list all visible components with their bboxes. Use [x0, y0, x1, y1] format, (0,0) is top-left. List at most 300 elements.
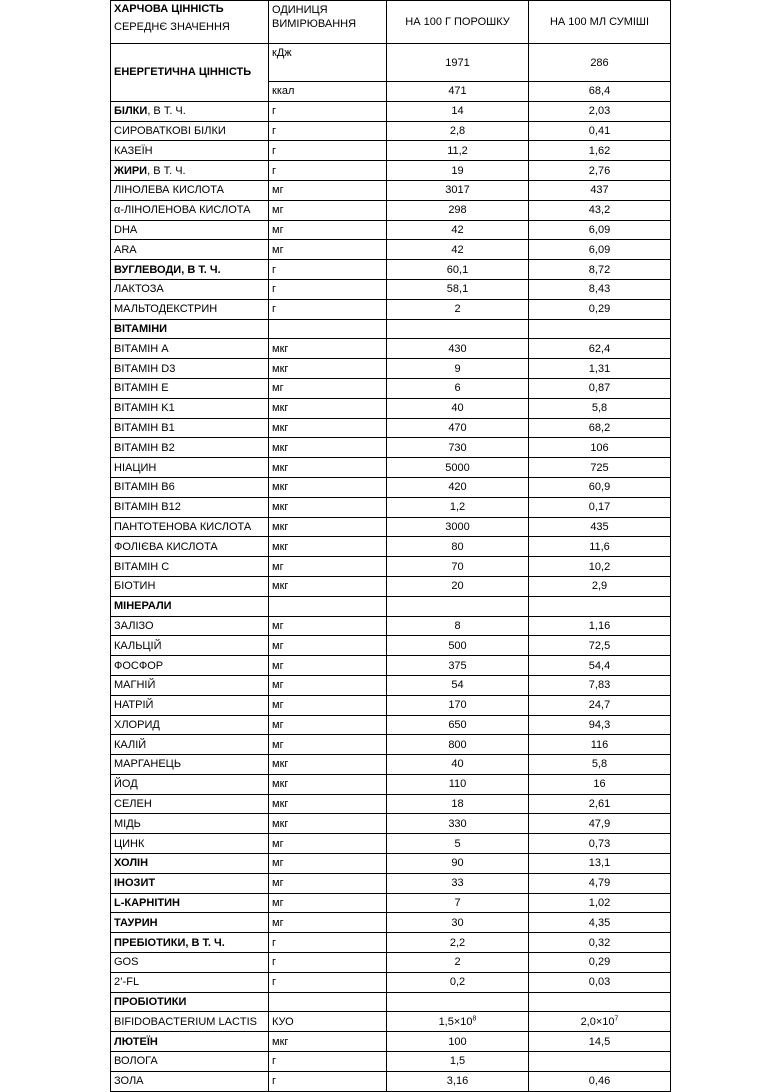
- unit-cell-value: г: [272, 144, 277, 157]
- per-100ml-mix-cell-value: 1,16: [588, 619, 611, 632]
- per-100g-powder-cell: [387, 794, 529, 814]
- nutrient-name-text: ПРОБІОТИКИ: [114, 996, 187, 1009]
- unit-cell: [269, 893, 387, 913]
- nutrient-name: [111, 814, 269, 834]
- per-100g-powder-cell: [387, 953, 529, 973]
- per-100ml-mix-cell: [529, 339, 671, 359]
- unit-cell-value: мг: [272, 738, 284, 751]
- per-100g-powder-cell: [387, 1052, 529, 1072]
- nutrient-row: [111, 656, 671, 676]
- nutrient-name-text: НАТРІЙ: [114, 699, 154, 712]
- per-100g-powder-cell: [387, 616, 529, 636]
- unit-cell: [269, 616, 387, 636]
- unit-cell: [269, 418, 387, 438]
- per-100g-powder-cell-value: 30: [451, 916, 464, 929]
- nutrient-name: [111, 141, 269, 161]
- per-100g-powder-cell-value: 18: [451, 798, 464, 811]
- per-100ml-mix-cell-value: 0,41: [588, 124, 611, 137]
- unit-cell: [269, 458, 387, 478]
- nutrient-name-text: МАРГАНЕЦЬ: [114, 758, 182, 771]
- nutrient-row: [111, 141, 671, 161]
- per-100ml-mix-cell: [529, 497, 671, 517]
- per-100ml-mix-cell-value: 5,8: [591, 758, 608, 771]
- per-100ml-mix-cell: [529, 755, 671, 775]
- unit-cell-value: г: [272, 124, 277, 137]
- nutrient-name-text: BIFIDOBACTERIUM LACTIS: [114, 1015, 258, 1028]
- per-100g-powder-cell: [387, 992, 529, 1012]
- per-100ml-mix-cell-value: 0,29: [588, 956, 611, 969]
- unit-cell-value: мкг: [272, 580, 289, 593]
- nutrient-name: [111, 517, 269, 537]
- per-100ml-mix-cell-value: 10,2: [588, 560, 611, 573]
- per-100g-powder-cell: [387, 398, 529, 418]
- per-100ml-mix-cell-value: 2,03: [588, 105, 611, 118]
- unit-cell-value: мг: [272, 699, 284, 712]
- nutrient-name-text: БІОТИН: [114, 580, 156, 593]
- per-100ml-mix-cell: [529, 913, 671, 933]
- per-100g-powder-cell: [387, 378, 529, 398]
- nutrient-row: [111, 636, 671, 656]
- per-100g-powder-cell: [387, 636, 529, 656]
- per-100ml-mix-cell: [529, 359, 671, 379]
- unit-cell: [269, 873, 387, 893]
- nutrient-row: [111, 180, 671, 200]
- unit-cell: [269, 121, 387, 141]
- per-100g-powder-cell: [387, 438, 529, 458]
- per-100g-powder-cell-value: 3,16: [446, 1075, 469, 1088]
- per-100g-powder-cell: [387, 359, 529, 379]
- per-100ml-mix-cell: [529, 121, 671, 141]
- unit-cell: [269, 596, 387, 616]
- energy-row-kj: [111, 44, 671, 82]
- per-100g-powder-cell-value: 3017: [445, 184, 470, 197]
- per-100g-powder-cell-value: 19: [451, 164, 464, 177]
- table-subtitle: СЕРЕДНЄ ЗНАЧЕННЯ: [114, 21, 230, 33]
- nutrient-name: [111, 576, 269, 596]
- per-100ml-mix-cell: [529, 893, 671, 913]
- unit-cell: [269, 398, 387, 418]
- header-row: [111, 1, 671, 44]
- per-100ml-mix-cell: [529, 596, 671, 616]
- per-100g-powder-cell-value: 9: [454, 362, 461, 375]
- unit-cell: [269, 992, 387, 1012]
- per-100ml-mix-cell: [529, 576, 671, 596]
- per-100ml-mix-cell-value: 16: [593, 778, 606, 791]
- per-100ml-mix-cell: [529, 517, 671, 537]
- nutrient-row: [111, 557, 671, 577]
- nutrient-name-text: ЙОД: [114, 778, 138, 791]
- per-100ml-mix-cell-value: 47,9: [588, 817, 611, 830]
- unit-cell: [269, 240, 387, 260]
- unit-cell: [269, 755, 387, 775]
- per-100ml-mix-cell: [529, 675, 671, 695]
- nutrient-name-text: ЗОЛА: [114, 1075, 144, 1088]
- unit-cell-value: г: [272, 1055, 277, 1068]
- nutrient-name-text: ІНОЗИТ: [114, 877, 156, 890]
- energy-kcal-powder: 471: [387, 82, 529, 102]
- per-100g-powder-cell: [387, 854, 529, 874]
- nutrient-name: [111, 695, 269, 715]
- nutrient-row: [111, 576, 671, 596]
- per-100g-powder-cell-value: 500: [448, 639, 467, 652]
- per-100g-powder-cell-value: 8: [454, 619, 461, 632]
- nutrient-name-suffix: , В Т. Ч.: [147, 164, 186, 177]
- unit-cell: [269, 1012, 387, 1032]
- per-100ml-mix-cell: [529, 557, 671, 577]
- nutrient-row: [111, 735, 671, 755]
- per-100ml-mix-cell-value: 94,3: [588, 718, 611, 731]
- per-100g-powder-cell-value: 730: [448, 441, 467, 454]
- nutrient-name: [111, 299, 269, 319]
- nutrient-name-text: СИРОВАТКОВІ БІЛКИ: [114, 124, 226, 137]
- nutrient-row: [111, 854, 671, 874]
- nutrient-name: [111, 873, 269, 893]
- unit-cell: [269, 675, 387, 695]
- nutrient-row: [111, 913, 671, 933]
- unit-cell: [269, 715, 387, 735]
- nutrient-row: [111, 299, 671, 319]
- unit-cell-value: мг: [272, 560, 284, 573]
- per-100g-powder-cell: [387, 161, 529, 181]
- nutrient-name-text: ФОСФОР: [114, 659, 164, 672]
- per-100ml-mix-cell-value: 0,17: [588, 501, 611, 514]
- per-100ml-mix-cell-value: 5,8: [591, 402, 608, 415]
- unit-cell: [269, 735, 387, 755]
- nutrient-name-text: ЖИРИ: [114, 164, 148, 177]
- nutrient-row: [111, 675, 671, 695]
- per-100g-powder-cell-value: 5000: [445, 461, 470, 474]
- per-100ml-mix-cell-value: 725: [590, 461, 609, 474]
- unit-cell-value: мкг: [272, 798, 289, 811]
- unit-cell: [269, 913, 387, 933]
- unit-cell: [269, 497, 387, 517]
- unit-cell-value: мг: [272, 659, 284, 672]
- nutrient-row: [111, 438, 671, 458]
- per-100g-powder-cell: [387, 814, 529, 834]
- per-100g-powder-cell: [387, 477, 529, 497]
- per-100g-powder-cell-value: 298: [448, 204, 467, 217]
- nutrition-table-sheet: [110, 0, 670, 1092]
- nutrient-name: [111, 953, 269, 973]
- nutrient-name-text: 2’-FL: [114, 976, 140, 989]
- nutrient-name-text: ВІТАМІН А: [114, 342, 169, 355]
- per-100ml-mix-cell-value: 1,02: [588, 897, 611, 910]
- nutrient-row: [111, 279, 671, 299]
- per-100ml-mix-cell-value: 2,76: [588, 164, 611, 177]
- nutrient-name: [111, 636, 269, 656]
- nutrient-name: [111, 260, 269, 280]
- per-100ml-mix-cell: [529, 418, 671, 438]
- per-100ml-mix-cell: [529, 220, 671, 240]
- per-100ml-mix-cell-value: 116: [590, 738, 609, 751]
- per-100g-powder-cell-value: 6: [454, 382, 461, 395]
- per-100g-powder-cell-value: 40: [451, 758, 464, 771]
- per-100ml-mix-cell: [529, 279, 671, 299]
- per-100ml-mix-cell: [529, 794, 671, 814]
- unit-cell-value: мкг: [272, 817, 289, 830]
- nutrient-name: [111, 378, 269, 398]
- unit-cell-value: мкг: [272, 481, 289, 494]
- per-100ml-mix-cell-value: 1,62: [588, 144, 611, 157]
- per-100ml-mix-cell-value: 4,35: [588, 916, 611, 929]
- nutrient-name: [111, 101, 269, 121]
- per-100g-powder-cell: [387, 260, 529, 280]
- nutrient-name: [111, 438, 269, 458]
- per-100g-powder-cell-value: 470: [448, 421, 467, 434]
- unit-cell-value: г: [272, 936, 277, 949]
- per-100ml-mix-cell-value: 68,2: [588, 421, 611, 434]
- nutrient-name-text: ЗАЛІЗО: [114, 619, 154, 632]
- per-100ml-mix-cell: [529, 933, 671, 953]
- per-100g-powder-cell-value: 80: [451, 540, 464, 553]
- per-100g-powder-cell-value: 2: [454, 956, 461, 969]
- per-100ml-mix-cell: [529, 378, 671, 398]
- nutrient-row: [111, 814, 671, 834]
- nutrient-name: [111, 992, 269, 1012]
- nutrient-name: [111, 1052, 269, 1072]
- per-100ml-mix-cell: [529, 616, 671, 636]
- per-100g-powder-cell-value: 42: [451, 223, 464, 236]
- unit-cell-value: г: [272, 105, 277, 118]
- unit-cell: [269, 279, 387, 299]
- per-100ml-mix-cell: [529, 260, 671, 280]
- per-100ml-mix-cell: [529, 537, 671, 557]
- nutrient-row: [111, 794, 671, 814]
- section-row: [111, 596, 671, 616]
- unit-cell: [269, 477, 387, 497]
- nutrient-name: [111, 161, 269, 181]
- per-100ml-mix-cell: [529, 774, 671, 794]
- nutrient-name-text: ЦИНК: [114, 837, 145, 850]
- per-100ml-mix-cell-value: 2,0×10: [580, 1015, 615, 1028]
- unit-cell: [269, 695, 387, 715]
- nutrient-name-text: α-ЛІНОЛЕНОВА КИСЛОТА: [114, 204, 251, 217]
- per-100ml-mix-cell-value: 437: [590, 184, 609, 197]
- nutrient-name: [111, 319, 269, 339]
- nutrient-name-text: ЛЮТЕЇН: [114, 1035, 158, 1048]
- nutrient-name-text: ЛІНОЛЕВА КИСЛОТА: [114, 184, 224, 197]
- per-100g-powder-cell: [387, 418, 529, 438]
- nutrient-name: [111, 121, 269, 141]
- per-100ml-mix-cell: [529, 161, 671, 181]
- nutrient-name: [111, 913, 269, 933]
- nutrient-row: [111, 161, 671, 181]
- per-100ml-mix-cell-value: 0,73: [588, 837, 611, 850]
- per-100g-powder-cell: [387, 675, 529, 695]
- unit-cell: [269, 319, 387, 339]
- per-100ml-mix-cell: [529, 656, 671, 676]
- per-100g-powder-cell: [387, 220, 529, 240]
- energy-kj-unit: кДж: [269, 44, 387, 82]
- per-100ml-mix-cell: [529, 992, 671, 1012]
- per-100ml-mix-cell-value: 72,5: [588, 639, 611, 652]
- per-100ml-mix-cell: [529, 854, 671, 874]
- per-100ml-mix-cell-value: 0,29: [588, 303, 611, 316]
- nutrient-name-text: L-КАРНІТИН: [114, 897, 180, 910]
- per-100g-powder-cell: [387, 1032, 529, 1052]
- nutrient-name: [111, 596, 269, 616]
- nutrition-table: [110, 0, 671, 1092]
- unit-cell-value: г: [272, 283, 277, 296]
- header-title-cell: [111, 1, 269, 44]
- nutrient-name-text: ВОЛОГА: [114, 1055, 158, 1068]
- per-100g-powder-cell-value: 2: [454, 303, 461, 316]
- per-100g-powder-cell-value: 7: [454, 897, 461, 910]
- nutrient-name: [111, 458, 269, 478]
- unit-cell-value: мкг: [272, 778, 289, 791]
- per-100g-powder-cell: [387, 279, 529, 299]
- unit-cell: [269, 299, 387, 319]
- per-100g-powder-cell: [387, 121, 529, 141]
- per-100ml-mix-cell-value: 0,32: [588, 936, 611, 949]
- per-100g-powder-cell: [387, 180, 529, 200]
- nutrient-name-text: ФОЛІЄВА КИСЛОТА: [114, 540, 218, 553]
- per-100g-powder-cell: [387, 497, 529, 517]
- per-100g-powder-cell: [387, 517, 529, 537]
- nutrient-row: [111, 893, 671, 913]
- per-100g-powder-cell: [387, 1071, 529, 1091]
- nutrient-row: [111, 477, 671, 497]
- nutrient-row: [111, 517, 671, 537]
- per-100g-powder-cell-value: 2,2: [449, 936, 466, 949]
- nutrient-name-text: ВІТАМІН B2: [114, 441, 175, 454]
- header-powder-cell: НА 100 Г ПОРОШКУ: [387, 1, 529, 44]
- per-100ml-mix-cell-value: 11,6: [589, 540, 610, 553]
- per-100ml-mix-cell-value: 8,43: [588, 283, 611, 296]
- nutrient-name-text: ВУГЛЕВОДИ, В Т. Ч.: [114, 263, 221, 276]
- per-100g-powder-cell-value: 420: [448, 481, 467, 494]
- per-100g-powder-cell: [387, 319, 529, 339]
- unit-cell: [269, 359, 387, 379]
- nutrient-row: [111, 695, 671, 715]
- per-100g-powder-cell-value: 0,2: [449, 976, 466, 989]
- nutrient-name-text: ВІТАМІН В12: [114, 501, 181, 514]
- per-100g-powder-cell-exponent: 8: [472, 1015, 477, 1023]
- nutrient-name-text: ВІТАМІН Е: [114, 382, 169, 395]
- per-100ml-mix-cell: [529, 873, 671, 893]
- per-100g-powder-cell: [387, 933, 529, 953]
- per-100ml-mix-cell: [529, 458, 671, 478]
- nutrient-row: [111, 339, 671, 359]
- nutrient-name-text: ВІТАМІНИ: [114, 322, 168, 335]
- per-100g-powder-cell-value: 1,5×10: [438, 1015, 473, 1028]
- unit-cell: [269, 200, 387, 220]
- per-100g-powder-cell-value: 33: [451, 877, 464, 890]
- unit-cell: [269, 180, 387, 200]
- nutrient-name-text: МАЛЬТОДЕКСТРИН: [114, 303, 218, 316]
- per-100g-powder-cell: [387, 141, 529, 161]
- nutrient-row: [111, 1012, 671, 1032]
- per-100ml-mix-cell: [529, 477, 671, 497]
- unit-cell-value: КУО: [272, 1015, 294, 1028]
- unit-cell-value: г: [272, 976, 277, 989]
- nutrient-name-text: ВІТАМІН В6: [114, 481, 175, 494]
- nutrient-name-text: ВІТАМІН С: [114, 560, 170, 573]
- per-100ml-mix-cell: [529, 1032, 671, 1052]
- unit-cell: [269, 161, 387, 181]
- unit-cell-value: мкг: [272, 1035, 289, 1048]
- per-100ml-mix-cell-value: 6,09: [588, 223, 611, 236]
- nutrient-name: [111, 180, 269, 200]
- nutrient-name: [111, 675, 269, 695]
- unit-cell-value: мг: [272, 382, 284, 395]
- nutrient-row: [111, 1052, 671, 1072]
- per-100g-powder-cell-value: 375: [448, 659, 467, 672]
- unit-cell-value: г: [272, 1075, 277, 1088]
- nutrient-name-text: КАЗЕЇН: [114, 144, 153, 157]
- unit-cell-value: мг: [272, 223, 284, 236]
- nutrient-row: [111, 398, 671, 418]
- per-100ml-mix-cell: [529, 695, 671, 715]
- per-100g-powder-cell-value: 54: [451, 679, 464, 692]
- per-100g-powder-cell: [387, 1012, 529, 1032]
- nutrient-row: [111, 101, 671, 121]
- per-100ml-mix-cell-value: 8,72: [588, 263, 611, 276]
- nutrient-name-text: ХОЛІН: [114, 857, 149, 870]
- nutrient-name: [111, 854, 269, 874]
- per-100ml-mix-cell-value: 1,31: [588, 362, 611, 375]
- nutrient-name: [111, 656, 269, 676]
- per-100g-powder-cell: [387, 299, 529, 319]
- unit-cell: [269, 378, 387, 398]
- energy-kj-powder: 1971: [387, 44, 529, 82]
- per-100g-powder-cell-value: 11,2: [447, 144, 468, 157]
- nutrient-row: [111, 497, 671, 517]
- per-100ml-mix-cell-value: 62,4: [588, 342, 611, 355]
- nutrient-name: [111, 220, 269, 240]
- energy-label: ЕНЕРГЕТИЧНА ЦІННІСТЬ: [111, 44, 269, 102]
- per-100ml-mix-cell-value: 0,03: [588, 976, 611, 989]
- unit-cell-value: г: [272, 164, 277, 177]
- per-100g-powder-cell: [387, 200, 529, 220]
- unit-cell: [269, 1032, 387, 1052]
- unit-cell-value: мкг: [272, 441, 289, 454]
- per-100g-powder-cell-value: 90: [451, 857, 464, 870]
- per-100ml-mix-cell: [529, 735, 671, 755]
- per-100g-powder-cell: [387, 596, 529, 616]
- per-100g-powder-cell-value: 1,5: [449, 1055, 466, 1068]
- per-100ml-mix-cell: [529, 299, 671, 319]
- unit-cell-value: мг: [272, 718, 284, 731]
- nutrient-name: [111, 279, 269, 299]
- nutrient-name-text: ВІТАМІН B1: [114, 421, 175, 434]
- per-100g-powder-cell: [387, 774, 529, 794]
- nutrient-name: [111, 933, 269, 953]
- nutrient-name: [111, 794, 269, 814]
- unit-cell-value: мг: [272, 877, 284, 890]
- unit-cell: [269, 1052, 387, 1072]
- nutrient-name-text: GOS: [114, 956, 139, 969]
- unit-cell-value: мг: [272, 916, 284, 929]
- unit-cell-value: г: [272, 263, 277, 276]
- nutrient-name-text: ПРЕБІОТИКИ, В Т. Ч.: [114, 936, 225, 949]
- per-100g-powder-cell-value: 100: [448, 1035, 467, 1048]
- nutrient-name-text: НІАЦИН: [114, 461, 157, 474]
- per-100g-powder-cell: [387, 715, 529, 735]
- per-100ml-mix-cell: [529, 972, 671, 992]
- unit-cell-value: мг: [272, 897, 284, 910]
- unit-cell: [269, 438, 387, 458]
- nutrient-name-suffix: , В Т. Ч.: [147, 105, 186, 118]
- per-100ml-mix-cell-value: 2,9: [591, 580, 608, 593]
- per-100g-powder-cell-value: 60,1: [446, 263, 469, 276]
- per-100g-powder-cell: [387, 755, 529, 775]
- per-100ml-mix-cell: [529, 1012, 671, 1032]
- nutrient-name: [111, 398, 269, 418]
- nutrient-name-text: ВІТАМІН D3: [114, 362, 176, 375]
- per-100g-powder-cell-value: 330: [448, 817, 467, 830]
- per-100g-powder-cell-value: 430: [448, 342, 467, 355]
